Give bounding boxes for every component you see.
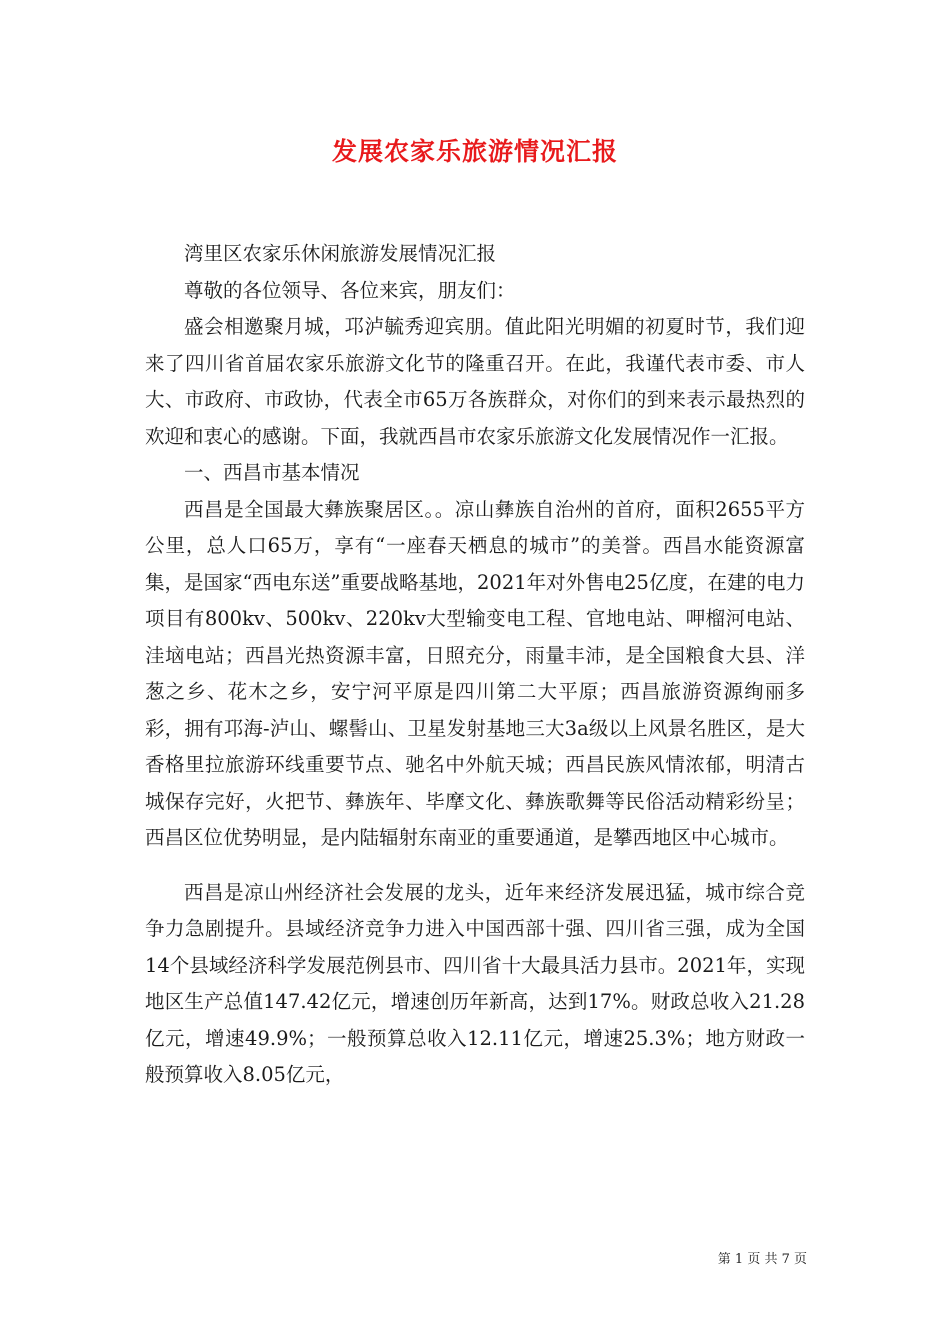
document-title: 发展农家乐旅游情况汇报 xyxy=(331,137,618,166)
section-heading: 一、西昌市基本情况 xyxy=(184,461,360,484)
greeting-paragraph: 尊敬的各位领导、各位来宾，朋友们： xyxy=(184,278,516,302)
page-number: 第 1 页 共 7 页 xyxy=(717,1252,807,1267)
economy-paragraph: 西昌是凉山州经济社会发展的龙头，近年来经济发展迅猛，城市综合竞争力急剧提升。县域经济竞争力进入中国西部十强、四川省三强，成为全国14个县域经济科学发展范例县市、四川省十大最具活力县市。2021年，实现地区生产总值147.42亿元，增速创历年新高，达到17%。财政总收入21.28亿元，增速49.9%；一般预算总收入12.11亿元，增速25.3%；地方财政一般预算收入8.05亿元， xyxy=(145,880,805,1086)
opening-paragraph: 盛会相邀聚月城，邛泸毓秀迎宾朋。值此阳光明媚的初夏时节，我们迎来了四川省首届农家乐旅游文化节的隆重召开。在此，我谨代表市委、市人大、市政府、市政协，代表全市65万各族群众，对你们的到来表示最热烈的欢迎和衷心的感谢。下面，我就西昌市农家乐旅游文化发展情况作一汇报。 xyxy=(145,315,805,448)
basic-info-paragraph: 西昌是全国最大彝族聚居区。。凉山彝族自治州的首府，面积2655平方公里，总人口65万，享有“一座春天栖息的城市”的美誉。西昌水能资源富集，是国家“西电东送”重要战略基地，2021年对外售电25亿度，在建的电力项目有800kv、500kv、220kv大型输变电工程、官地电站、呷榴河电站、洼垴电站；西昌光热资源丰富，日照充分，雨量丰沛，是全国粮食大县、洋葱之乡、花木之乡，安宁河平原是四川第二大平原；西昌旅游资源绚丽多彩，拥有邛海-泸山、螺髻山、卫星发射基地三大3a级以上风景名胜区，是大香格里拉旅游环线重要节点、驰名中外航天城；西昌民族风情浓郁，明清古城保存完好，火把节、彝族年、毕摩文化、彝族歌舞等民俗活动精彩纷呈；西昌区位优势明显，是内陆辐射东南亚的重要通道，是攀西地区中心城市。 xyxy=(145,497,805,849)
subtitle-paragraph: 湾里区农家乐休闲旅游发展情况汇报 xyxy=(184,242,497,265)
document-body xyxy=(145,236,805,1094)
